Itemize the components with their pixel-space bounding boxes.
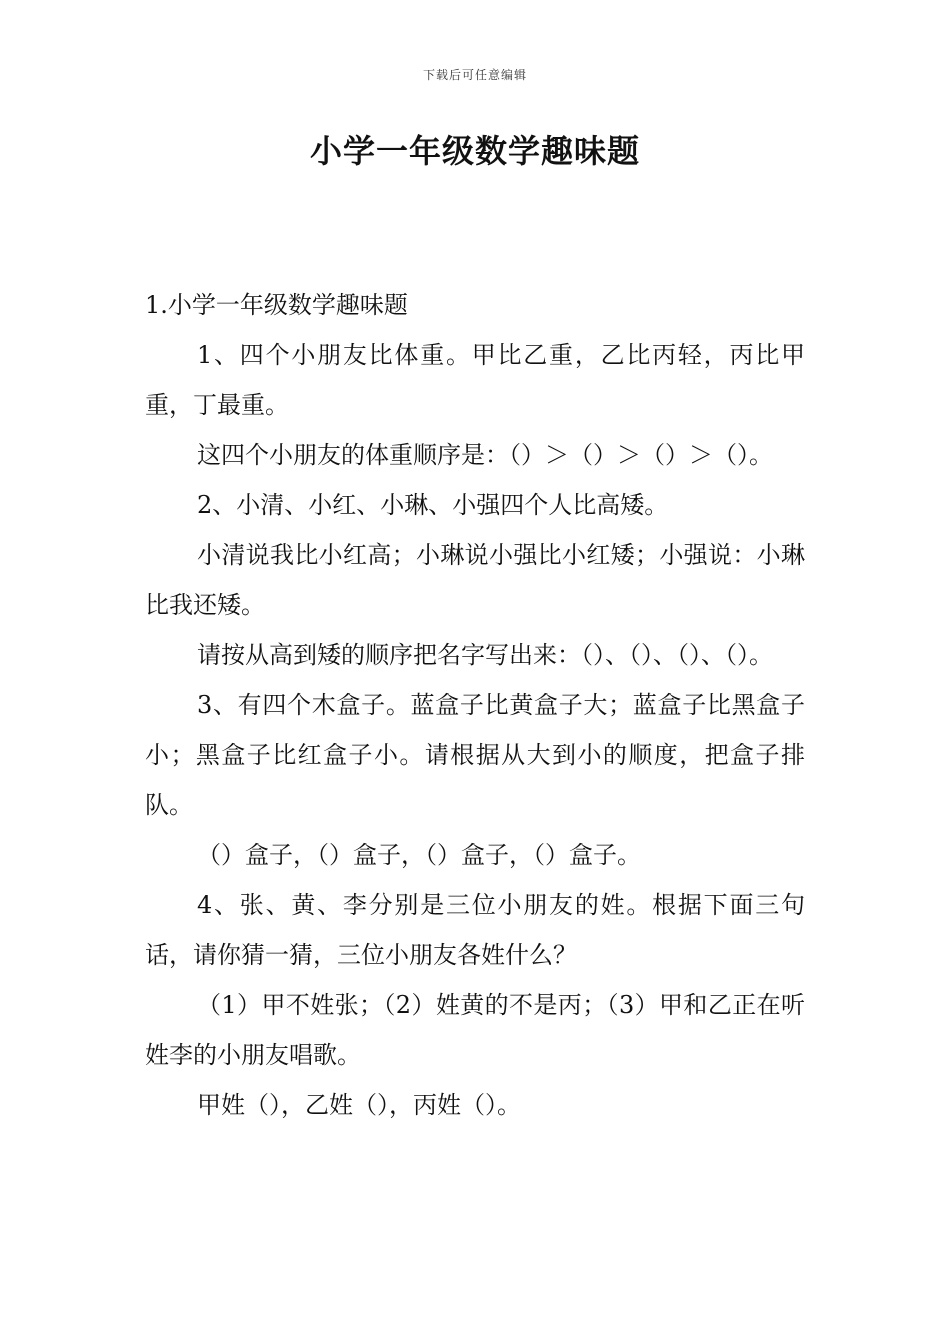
question-3-answer: （）盒子，（）盒子，（）盒子，（）盒子。 [197, 841, 641, 869]
document-body [145, 280, 805, 1130]
question-4-answer: 甲姓（），乙姓（），丙姓（）。 [197, 1091, 521, 1119]
header-note: 下载后可任意编辑 [422, 68, 527, 82]
section-heading: 1.小学一年级数学趣味题 [145, 291, 408, 319]
question-2-clues: 小清说我比小红高；小琳说小强比小红矮；小强说：小琳比我还矮。 [145, 541, 805, 619]
question-3: 3、有四个木盒子。蓝盒子比黄盒子大；蓝盒子比黑盒子小；黑盒子比红盒子小。请根据从大到小的顺度，把盒子排队。 [145, 691, 805, 819]
question-2: 2、小清、小红、小琳、小强四个人比高矮。 [197, 491, 669, 519]
question-4-clues: （1）甲不姓张；（2）姓黄的不是丙；（3）甲和乙正在听姓李的小朋友唱歌。 [145, 991, 805, 1069]
document-title: 小学一年级数学趣味题 [309, 132, 640, 170]
question-1: 1、四个小朋友比体重。甲比乙重，乙比丙轻，丙比甲重，丁最重。 [145, 341, 805, 419]
question-1-answer: 这四个小朋友的体重顺序是：（）＞（）＞（）＞（）。 [197, 441, 773, 469]
question-4: 4、张、黄、李分别是三位小朋友的姓。根据下面三句话，请你猜一猜，三位小朋友各姓什么？ [145, 891, 805, 969]
question-2-answer: 请按从高到矮的顺序把名字写出来：（）、（）、（）、（）。 [197, 641, 773, 669]
